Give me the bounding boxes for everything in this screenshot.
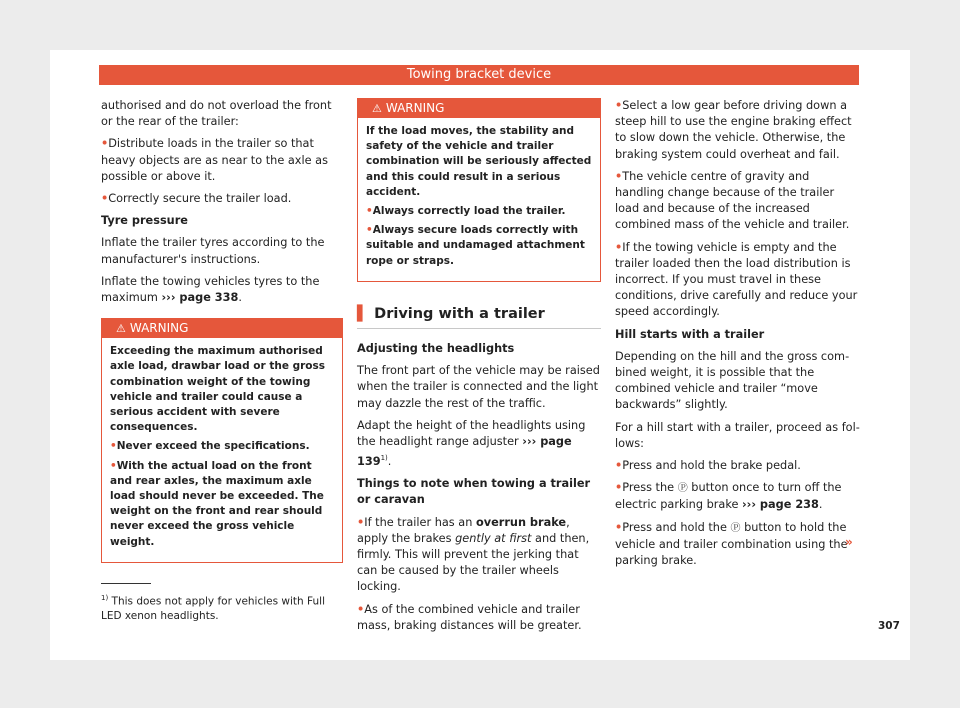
page-header-title: Towing bracket device: [99, 65, 859, 85]
text: If the trailer has an: [364, 515, 476, 529]
warning-label: WARNING: [129, 321, 189, 336]
warning-triangle-icon: ⚠: [372, 102, 382, 115]
text: .: [818, 498, 823, 512]
paragraph: [357, 418, 601, 470]
text-italic: gently at first: [455, 531, 532, 545]
text: Press and hold the: [622, 520, 731, 534]
bullet-text: As of the combined vehicle and trailer mass, braking distances will be greater.: [357, 602, 582, 632]
page-link[interactable]: ››› page 338: [161, 291, 239, 305]
heading-headlights: Adjusting the headlights: [357, 342, 515, 356]
warning-triangle-icon: ⚠: [116, 322, 126, 336]
paragraph: For a hill start with a trailer, proceed as follows:: [615, 420, 860, 450]
text-bold: overrun brake: [475, 515, 567, 529]
warning-box: [357, 98, 601, 282]
bullet-text: Always secure loads correctly with suitable and undamaged attachment rope or straps.: [366, 224, 585, 267]
text: Inflate the towing vehicles tyres to the maximum: [101, 274, 320, 305]
warning-label: WARNING: [385, 101, 445, 115]
bullet-text: Never exceed the specifications.: [116, 440, 310, 453]
bullet-text: Always correctly load the trailer.: [372, 205, 566, 218]
parking-brake-icon: Ⓟ: [730, 522, 741, 534]
text: button once to turn off the electric parking brake: [615, 481, 842, 512]
section-title-text: Driving with a trailer: [374, 305, 545, 322]
bullet-item: [615, 520, 861, 570]
column-1: [101, 98, 343, 563]
footnote: [101, 591, 343, 623]
bullet-text: Press and hold the brake pedal.: [622, 459, 801, 473]
warning-bullet: [110, 439, 334, 454]
warning-header: [102, 319, 342, 338]
warning-header: [358, 99, 600, 118]
paragraph: Inflate the trailer tyres according to the manufacturer's instructions.: [101, 236, 325, 266]
page-link[interactable]: ››› page 238: [742, 498, 819, 512]
bullet-item: [615, 169, 861, 234]
bullet-item: [615, 480, 861, 513]
bullet-text: The vehicle centre of gravity and handling change because of the trailer load and because of the increased combined mass of the vehicle and trailer.: [615, 169, 850, 232]
warning-bullet: [110, 459, 334, 550]
text: Press the: [622, 481, 678, 495]
column-3: [615, 98, 861, 575]
continue-arrow: »: [845, 535, 853, 549]
footnote-ref: 1): [380, 454, 388, 463]
warning-intro: If the load moves, the stability and safety of the vehicle and trailer combination will be seriously affected and this could result in a serious accident.: [366, 125, 592, 198]
warning-intro: Exceeding the maximum authorised axle load, drawbar load or the gross combination weight of the towing vehicle and trailer could cause a serious accident with severe consequences.: [110, 345, 326, 434]
bullet-text: Distribute loads in the trailer so that heavy objects are as near to the axle as possible or above it.: [101, 137, 328, 183]
paragraph: [101, 274, 343, 306]
bullet-item: [615, 98, 861, 163]
column-2: [357, 98, 601, 640]
section-title: [357, 306, 601, 329]
bullet-text: Correctly secure the trailer load.: [108, 192, 292, 206]
bullet-item: [101, 191, 343, 207]
page-number: 307: [878, 620, 900, 632]
warning-bullet: [366, 204, 592, 219]
bullet-item: [101, 136, 343, 185]
parking-brake-icon: Ⓟ: [677, 483, 688, 495]
title-accent-mark: ▌: [357, 305, 369, 322]
paragraph: Depending on the hill and the gross combined weight, it is possible that the combined vehicle and trailer “move backwards” slightly.: [615, 349, 850, 412]
bullet-item: [357, 602, 601, 634]
bullet-text: If the towing vehicle is empty and the trailer loaded then the load distribution is incorrect. If you must travel in these conditions, drive carefully and reduce your speed accordingly.: [615, 240, 858, 319]
paragraph: authorised and do not overload the front or the rear of the trailer:: [101, 99, 332, 129]
warning-box: [101, 318, 343, 563]
bullet-text: Select a low gear before driving down a steep hill to use the engine braking effect to slow down the vehicle. Otherwise, the braking system could overheat and fail.: [615, 99, 852, 161]
text: .: [387, 455, 392, 469]
footnote-text: This does not apply for vehicles with Full LED xenon headlights.: [101, 595, 325, 622]
footnote-mark: 1): [101, 594, 109, 602]
bullet-text: With the actual load on the front and rear axles, the maximum axle load should never be exceeded. The weight on the front and rear should never exceed the gross vehicle weight.: [110, 459, 324, 548]
paragraph: The front part of the vehicle may be raised when the trailer is connected and the light may dazzle the rest of the traffic.: [357, 364, 600, 410]
warning-bullet: [366, 223, 592, 269]
text: .: [238, 291, 242, 305]
bullet-item: [615, 240, 861, 321]
warning-body: [358, 118, 600, 281]
warning-body: [102, 338, 342, 562]
text: button to hold the vehicle and trailer combination using the parking brake.: [615, 520, 848, 568]
page-link[interactable]: ››› page 139: [357, 435, 572, 469]
heading-hill-starts: Hill starts with a trailer: [615, 327, 765, 341]
text: Adapt the height of the headlights using the headlight range adjuster: [357, 418, 586, 449]
bullet-item: [615, 458, 861, 474]
text: and then, firmly. This will prevent the jerking that can be caused by the trailer wheels locking.: [357, 531, 590, 594]
heading-things-to-note: Things to note when towing a trailer or caravan: [357, 477, 591, 507]
footnote-divider: [101, 583, 151, 584]
text: , apply the brakes: [357, 515, 570, 545]
heading-tyre-pressure: Tyre pressure: [101, 214, 188, 228]
bullet-item: [357, 515, 601, 596]
